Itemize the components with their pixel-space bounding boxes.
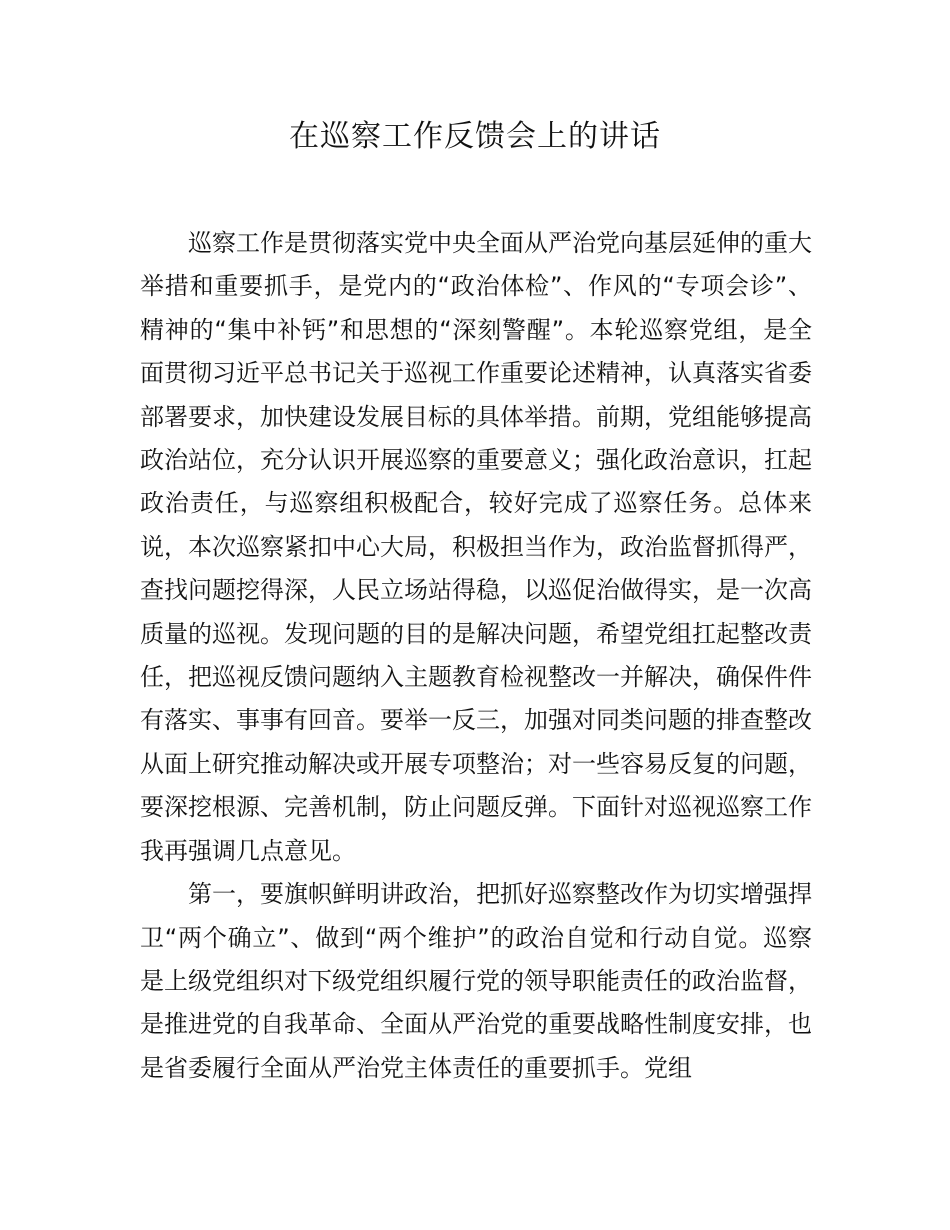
document-title: 在巡察工作反馈会上的讲话: [289, 119, 661, 154]
paragraph-2: 第一，要旗帜鲜明讲政治，把抓好巡察整改作为切实增强捍卫“两个确立”、做到“两个维护”的政治自觉和行动自觉。巡察是上级党组织对下级党组织履行党的领导职能责任的政治监督，是推进党的自我革命、全面从严治党的重要战略性制度安排，也是省委履行全面从严治党主体责任的重要抓手。党组: [140, 880, 812, 1082]
paragraph-1: 巡察工作是贯彻落实党中央全面从严治党向基层延伸的重大举措和重要抓手，是党内的“政治体检”、作风的“专项会诊”、精神的“集中补钙”和思想的“深刻警醒”。本轮巡察党组，是全面贯彻习近平总书记关于巡视工作重要论述精神，认真落实省委部署要求，加快建设发展目标的具体举措。前期，党组能够提高政治站位，充分认识开展巡察的重要意义；强化政治意识，扛起政治责任，与巡察组积极配合，较好完成了巡察任务。总体来说，本次巡察紧扣中心大局，积极担当作为，政治监督抓得严，查找问题挖得深，人民立场站得稳，以巡促治做得实，是一次高质量的巡视。发现问题的目的是解决问题，希望党组扛起整改责任，把巡视反馈问题纳入主题教育检视整改一并解决，确保件件有落实、事事有回音。要举一反三，加强对同类问题的排查整改从面上研究推动解决或开展专项整治；对一些容易反复的问题，要深挖根源、完善机制，防止问题反弹。下面针对巡视巡察工作我再强调几点意见。: [140, 229, 812, 865]
document-body: [140, 222, 812, 1090]
